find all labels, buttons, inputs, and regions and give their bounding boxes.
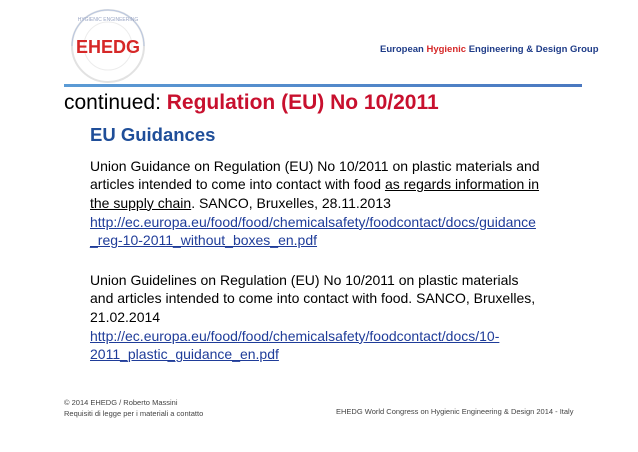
title-prefix: continued: (64, 91, 167, 114)
footer-event: EHEDG World Congress on Hygienic Engineering & Design 2014 - Italy (336, 407, 574, 416)
ref2-line-2: and articles intended to come into contact with food. SANCO, Bruxelles, (90, 290, 536, 307)
ref2-url-line-2[interactable]: 2011_plastic_guidance_en.pdf (90, 346, 279, 363)
org-name-part2: Engineering & Design Group (466, 44, 599, 55)
reference-1 (90, 157, 540, 249)
logo-text: EHEDG (75, 37, 141, 57)
slide-subtitle: EU Guidances (90, 124, 216, 145)
ref2-line-3: 21.02.2014 (90, 308, 161, 325)
ref1-url-line-2[interactable]: _reg-10-2011_without_boxes_en.pdf (90, 232, 318, 249)
ref1-url-line-1[interactable]: http://ec.europa.eu/food/food/chemicalsafety/foodcontact/docs/guidance (90, 213, 536, 230)
footer-subtitle: Requisiti di legge per i materiali a contatto (64, 409, 204, 418)
slide-title (64, 91, 439, 115)
ref1-underlined-2: the supply chain (90, 194, 192, 211)
ref2-line-1: Union Guidelines on Regulation (EU) No 10/2011 on plastic materials (90, 272, 519, 288)
ref1-line-3 (90, 194, 540, 212)
title-main: Regulation (EU) No 10/2011 (166, 91, 439, 114)
title-divider (64, 84, 582, 87)
org-name-highlight: Hygienic (426, 44, 467, 55)
ref2-url-link[interactable] (90, 327, 540, 364)
footer-copyright: © 2014 EHEDG / Roberto Massini (64, 398, 178, 407)
reference-2 (90, 271, 540, 363)
ehedg-logo (58, 6, 158, 86)
ref1-line-1: Union Guidance on Regulation (EU) No 10/2011 on plastic materials and (90, 158, 540, 174)
ref1-line-2 (90, 175, 540, 193)
ref1-underlined-1: as regards information in (384, 176, 540, 193)
ref1-line-2-text: articles intended to come into contact with food (90, 176, 385, 193)
ref2-url-line-1[interactable]: http://ec.europa.eu/food/food/chemicalsafety/foodcontact/docs/10- (90, 327, 500, 344)
logo-ring-text: HYGIENIC ENGINEERING (77, 17, 139, 23)
footer-left (64, 397, 203, 419)
org-name-part1: European (380, 44, 427, 55)
organization-name (380, 44, 599, 55)
ref1-url-link[interactable] (90, 213, 540, 250)
ref1-tail: . SANCO, Bruxelles, 28.11.2013 (191, 194, 391, 211)
